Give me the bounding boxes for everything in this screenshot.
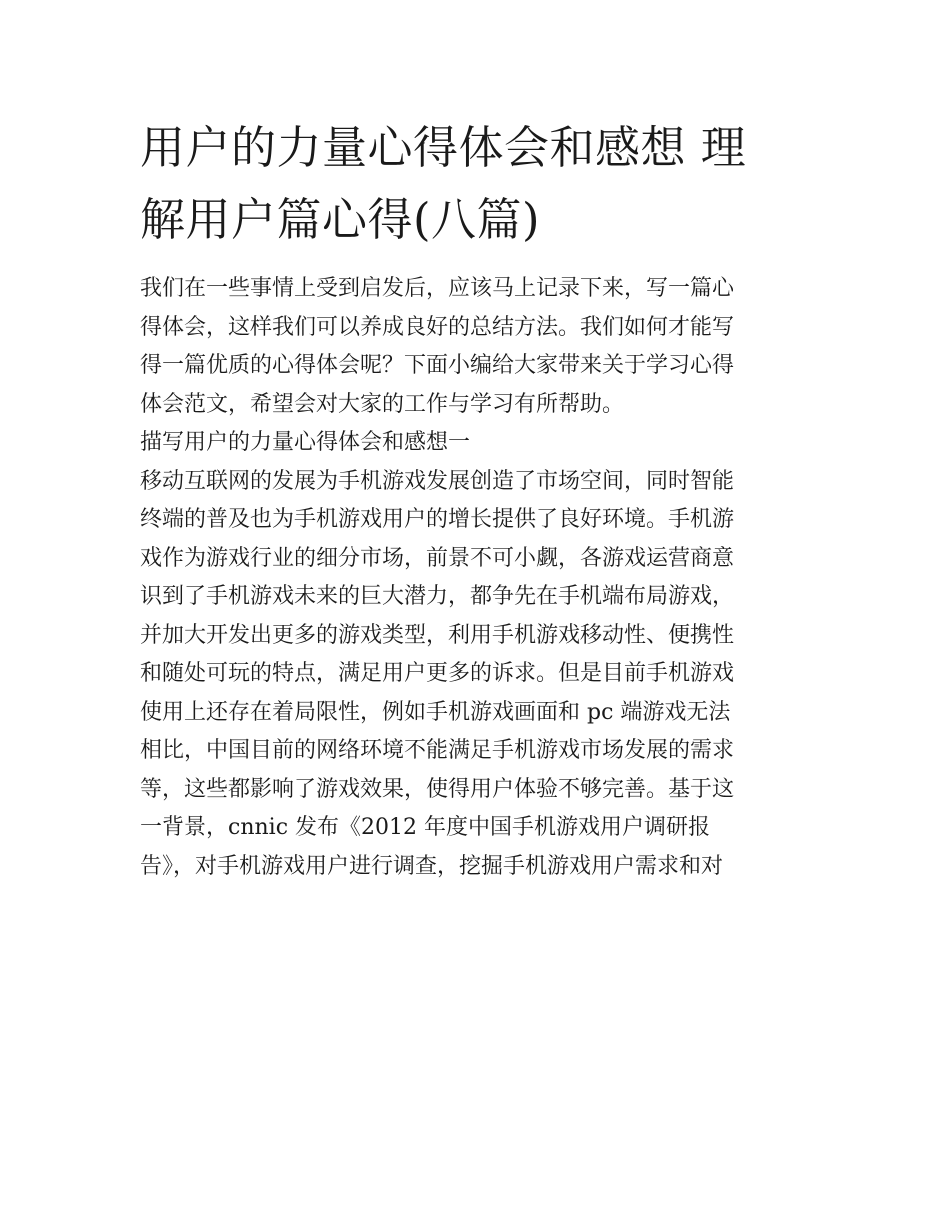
body-line-7: 使用上还存在着局限性，例如手机游戏画面和 pc 端游戏无法 [140, 699, 731, 725]
body-line-6: 和随处可玩的特点，满足用户更多的诉求。但是目前手机游戏 [140, 661, 735, 686]
body-line-11: 告》，对手机游戏用户进行调查，挖掘手机游戏用户需求和对 [140, 853, 724, 879]
document-page [140, 112, 812, 886]
body-line-5: 并加大开发出更多的游戏类型，利用手机游戏移动性、便携性 [140, 622, 735, 648]
title-line-1: 用户的力量心得体会和感想 理 [140, 121, 747, 174]
intro-line-1: 我们在一些事情上受到启发后，应该马上记录下来，写一篇心 [140, 276, 735, 301]
intro-paragraph [140, 270, 812, 424]
document-title [140, 112, 812, 256]
body-line-2: 终端的普及也为手机游戏用户的增长提供了良好环境。手机游 [140, 507, 735, 532]
section-heading: 描写用户的力量心得体会和感想一 [140, 430, 471, 455]
intro-line-2: 得体会，这样我们可以养成良好的总结方法。我们如何才能写 [140, 314, 735, 340]
body-paragraph [140, 463, 812, 887]
title-spacer [140, 256, 812, 270]
body-line-9: 等，这些都影响了游戏效果，使得用户体验不够完善。基于这 [140, 776, 735, 802]
body-line-3: 戏作为游戏行业的细分市场，前景不可小觑，各游戏运营商意 [140, 545, 735, 571]
intro-line-4: 体会范文，希望会对大家的工作与学习有所帮助。 [140, 391, 625, 417]
title-line-2: 解用户篇心得(八篇) [140, 193, 541, 246]
body-line-4: 识到了手机游戏未来的巨大潜力，都争先在手机端布局游戏， [140, 584, 735, 609]
body-line-8: 相比，中国目前的网络环境不能满足手机游戏市场发展的需求 [140, 738, 735, 763]
intro-line-3: 得一篇优质的心得体会呢？下面小编给大家带来关于学习心得 [140, 353, 735, 378]
body-line-10: 一背景，cnnic 发布《2012 年度中国手机游戏用户调研报 [140, 815, 710, 840]
body-line-1: 移动互联网的发展为手机游戏发展创造了市场空间，同时智能 [140, 468, 735, 494]
